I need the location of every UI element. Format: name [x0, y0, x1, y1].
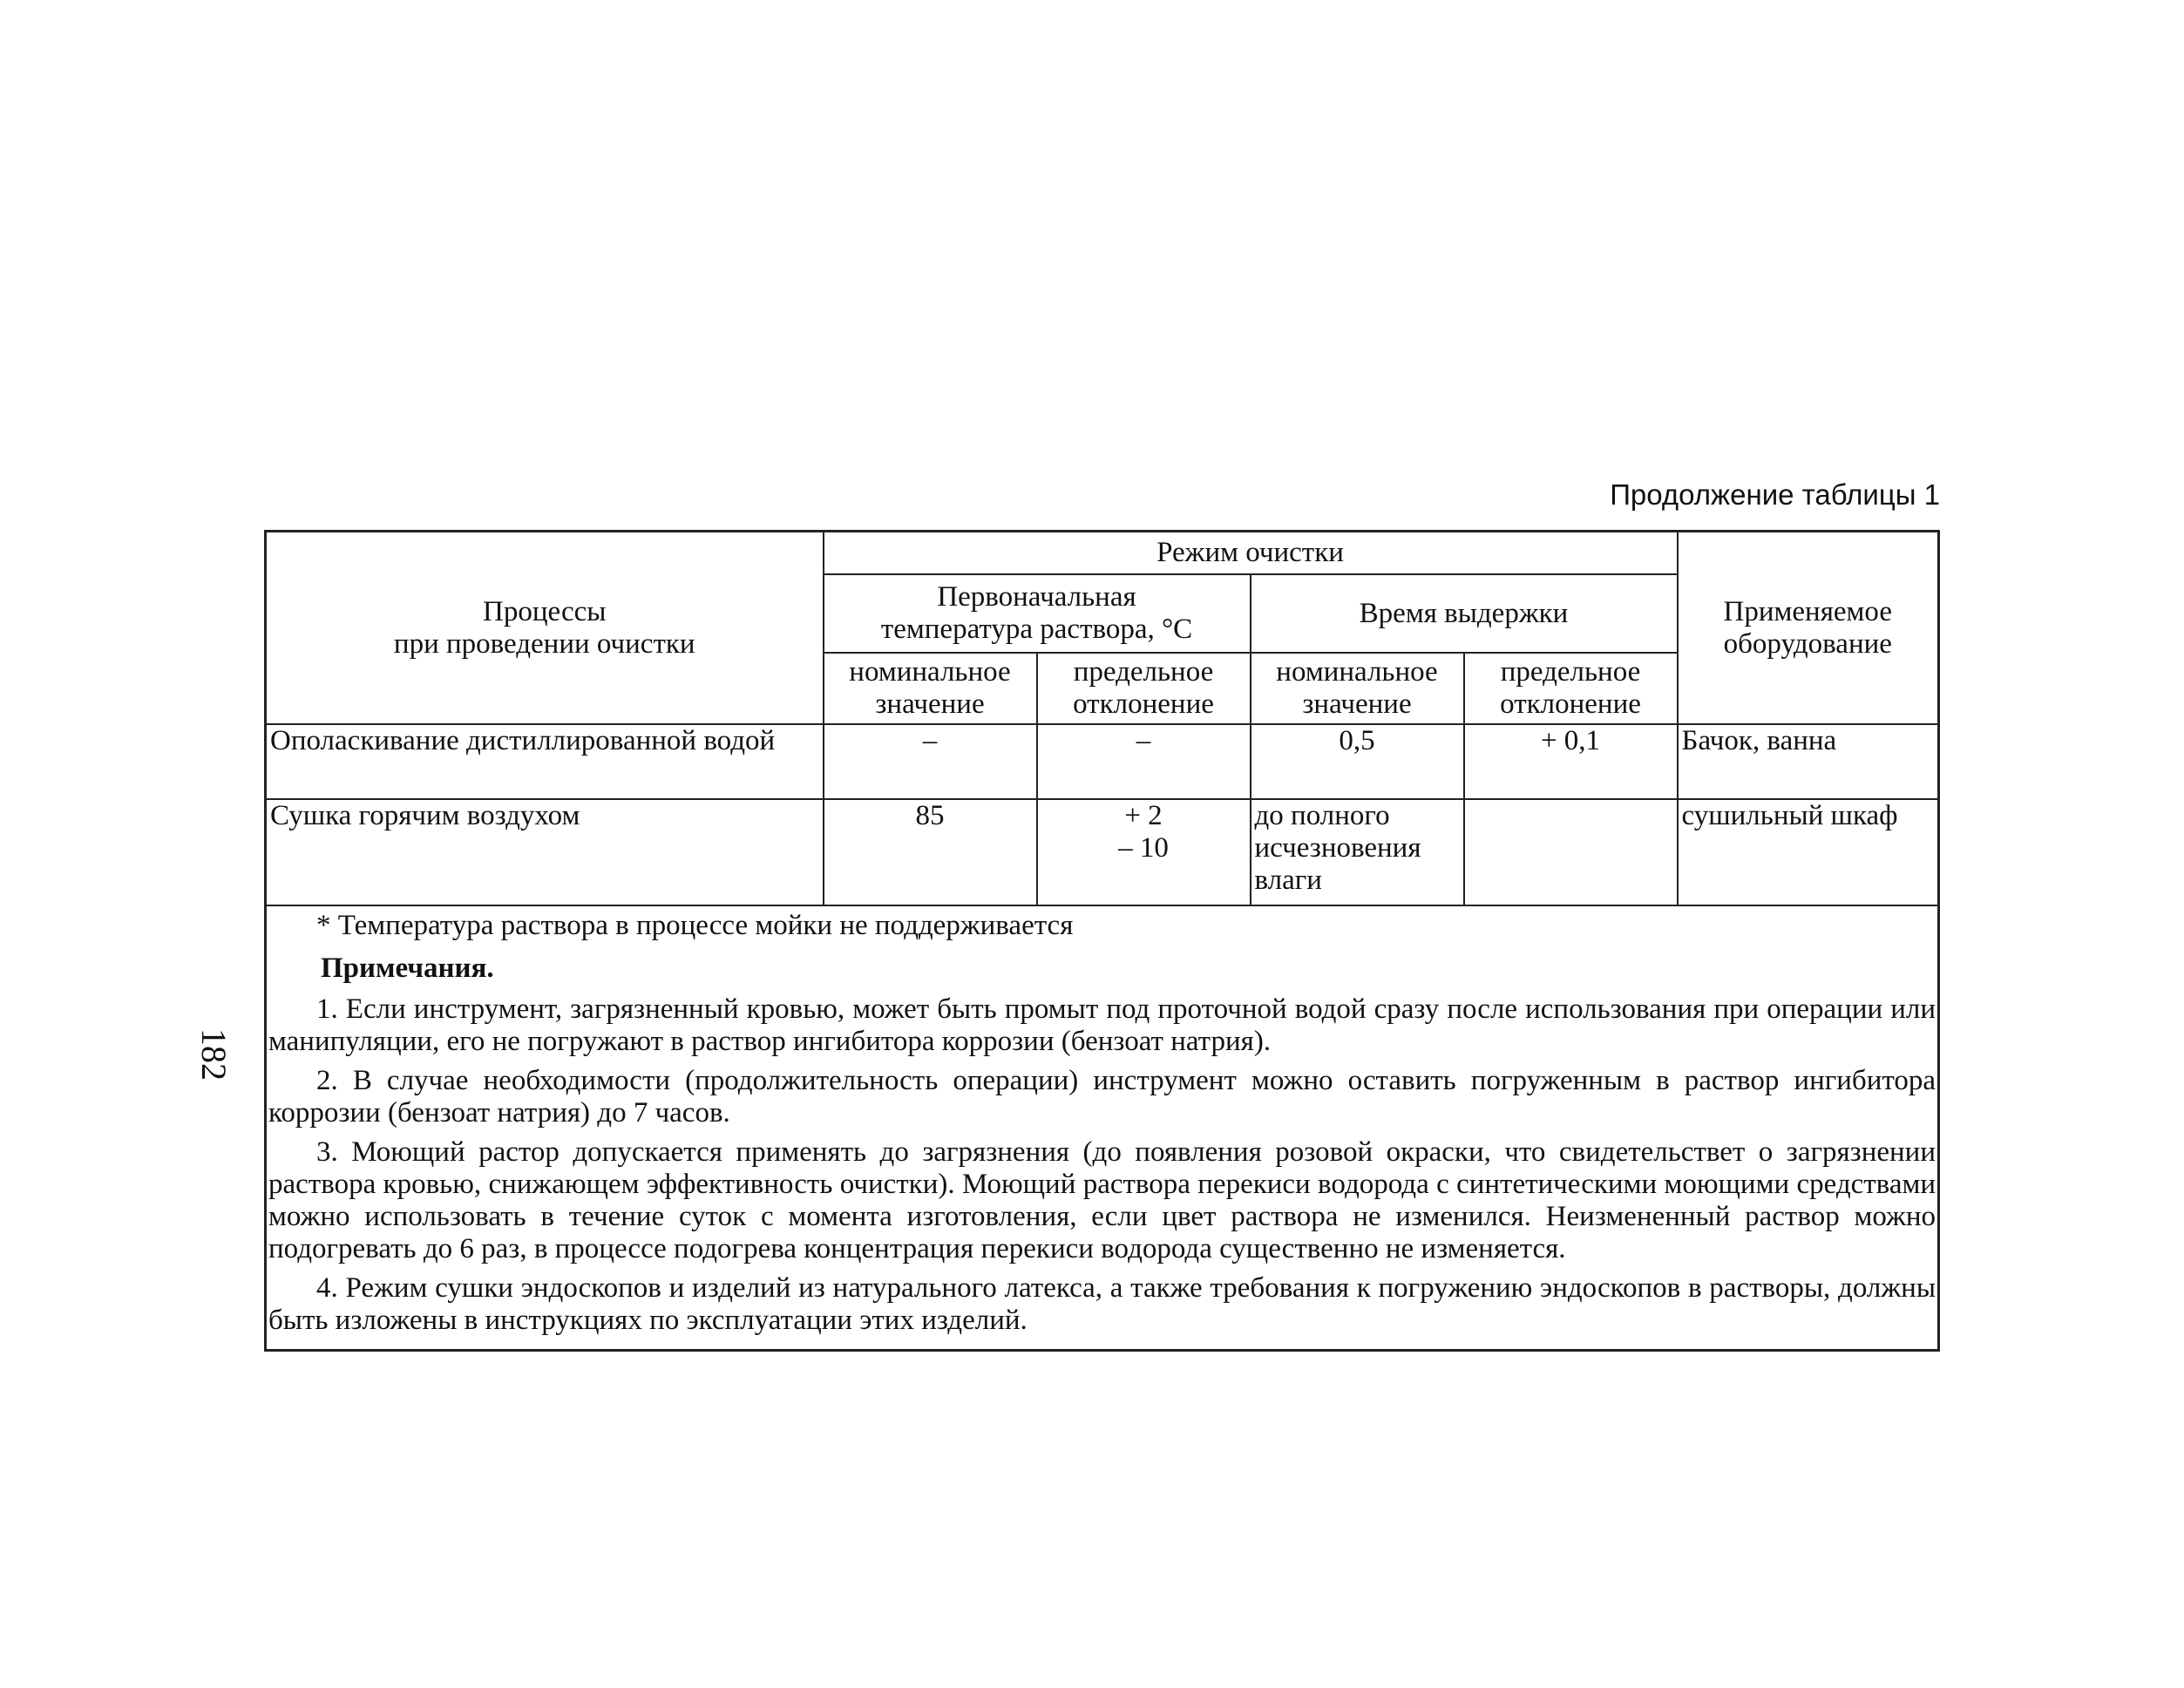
cell-time-deviation: + 0,1	[1464, 724, 1678, 799]
footnote: * Температура раствора в процессе мойки не поддерживается	[316, 910, 1074, 941]
cleaning-table	[264, 530, 1940, 1352]
note-item: 4. Режим сушки эндоскопов и изделий из натурального латекса, а также требования к погружению эндоскопов в растворы, должны быть изложены в инструкциях по эксплуатации этих изделий.	[268, 1272, 1936, 1336]
header-temp-nominal: номинальное значение	[824, 653, 1037, 724]
note-item: 2. В случае необходимости (продолжительность операции) инструмент можно оставить погруженным в раствор ингибитора коррозии (бензоат натрия) до 7 часов.	[268, 1065, 1936, 1129]
header-time-deviation: предельное отклонение	[1464, 653, 1678, 724]
cell-time-nominal: 0,5	[1251, 724, 1464, 799]
notes-section	[266, 905, 1939, 1351]
cell-temp-nominal: 85	[824, 799, 1037, 905]
header-time-nominal: номинальное значение	[1251, 653, 1464, 724]
header-equipment: Применяемое оборудование	[1678, 532, 1939, 725]
note-item: 1. Если инструмент, загрязненный кровью, может быть промыт под проточной водой сразу после использования при операции или манипуляции, его не погружают в раствор ингибитора коррозии (бензоат натрия).	[268, 993, 1936, 1057]
cell-process: Сушка горячим воздухом	[266, 799, 824, 905]
header-temp-deviation: предельное отклонение	[1037, 653, 1251, 724]
table-row	[266, 799, 1939, 905]
cell-time-nominal: до полного исчезновения влаги	[1251, 799, 1464, 905]
cell-equipment: Бачок, ванна	[1678, 724, 1939, 799]
note-item: 3. Моющий растор допускается применять до загрязнения (до появления розовой окраски, что свидетельствет о загрязнении раствора кровью, снижающем эффективность очистки). Моющий раствора перекиси водорода с синтетическими моющими средствами можно использовать в течение суток с момента изготовления, если цвет раствора не изменился. Неизмененный раствор можно подогревать до 6 раз, в процессе подогрева концентрация перекиси водорода существенно не изменяется.	[268, 1136, 1936, 1264]
cell-temp-nominal: –	[824, 724, 1037, 799]
table-caption: Продолжение таблицы 1	[1610, 478, 1940, 511]
page-number: 182	[194, 1028, 234, 1081]
header-exposure-time: Время выдержки	[1251, 574, 1678, 653]
cell-temp-deviation: + 2 – 10	[1037, 799, 1251, 905]
cell-equipment: сушильный шкаф	[1678, 799, 1939, 905]
cell-process: Ополаскивание дистиллированной водой	[266, 724, 824, 799]
cell-time-deviation	[1464, 799, 1678, 905]
header-temperature: Первоначальная температура раствора, °С	[824, 574, 1251, 653]
header-processes: Процессы при проведении очистки	[266, 532, 824, 725]
table-row	[266, 724, 1939, 799]
cell-temp-deviation: –	[1037, 724, 1251, 799]
notes-title: Примечания.	[321, 952, 494, 984]
header-cleaning-mode: Режим очистки	[824, 532, 1678, 575]
